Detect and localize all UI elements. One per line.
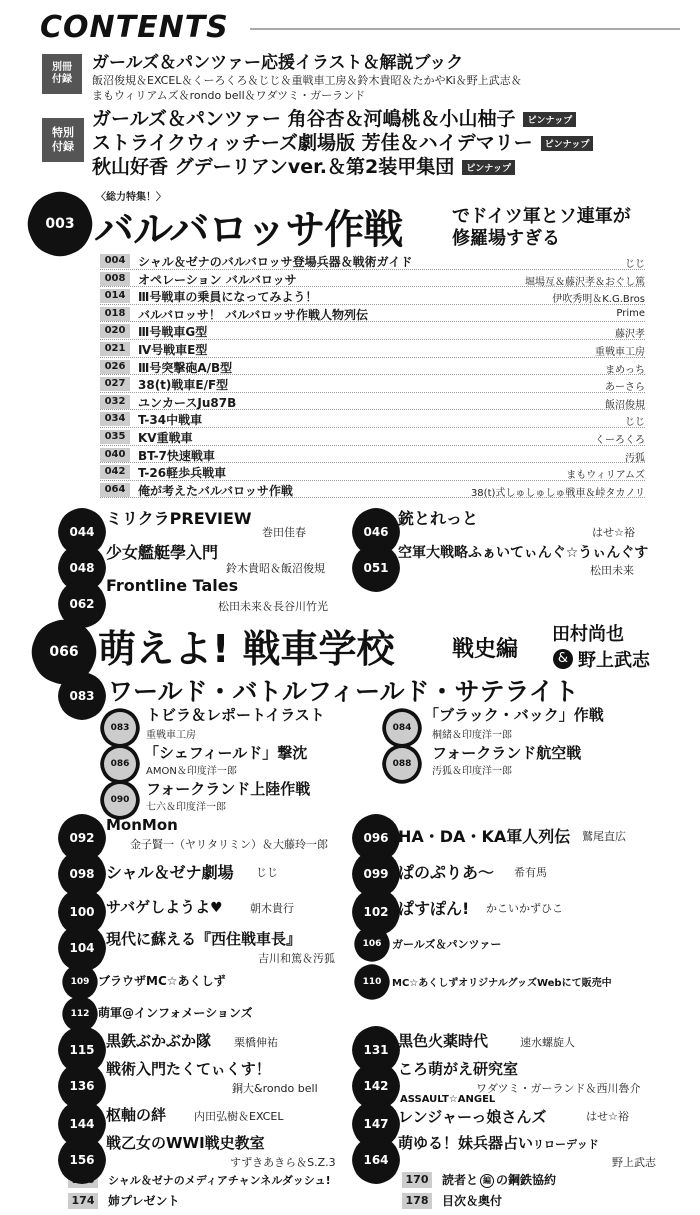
feature-article-title: オペレーション バルバロッサ	[138, 272, 297, 287]
section-051-title[interactable]: 空軍大戦略ふぁいてぃんぐ☆うぃんぐす	[398, 545, 649, 561]
section-066-number: 066	[36, 624, 92, 680]
feature-article-page: 020	[100, 324, 130, 338]
section-051-author: 松田未来	[590, 564, 634, 577]
section-096-number: 096	[356, 818, 396, 858]
sub-088-author: 汚狐＆印度洋一郎	[432, 766, 512, 777]
feature-article-title: Ⅲ号戦車の乗員になってみよう！	[138, 290, 318, 305]
feature-article-row[interactable]	[100, 428, 645, 446]
feature-article-row[interactable]	[100, 322, 645, 340]
section-046-title[interactable]: 銃とれっと	[398, 509, 479, 528]
section-044-author: 巻田佳春	[262, 526, 306, 539]
feature-article-page: 034	[100, 412, 130, 426]
section-110-number: 110	[358, 968, 386, 996]
feature-article-row[interactable]	[100, 393, 645, 411]
section-136-author: 銅大&rondo bell	[232, 1082, 318, 1095]
feature-title[interactable]: バルバロッサ作戦	[94, 207, 403, 253]
section-164-number: 164	[356, 1140, 396, 1180]
feature-article-title: T-34中戦車	[138, 413, 203, 428]
section-109-number: 109	[66, 968, 94, 996]
feature-article-page: 018	[100, 307, 130, 321]
sub-086-author: AMON＆印度洋一郎	[146, 766, 237, 777]
feature-article-page: 040	[100, 448, 130, 462]
contents-header	[40, 8, 680, 48]
section-044-title[interactable]: ミリクラPREVIEW	[106, 509, 252, 528]
section-136-number: 136	[62, 1066, 102, 1106]
sub-086-title[interactable]: 「シェフィールド」撃沈	[144, 744, 308, 762]
section-136-title[interactable]: 戦術入門たくてぃくす！	[106, 1060, 271, 1078]
section-164-author: 野上武志	[612, 1156, 656, 1169]
feature-number: 003	[32, 196, 88, 252]
section-083-title[interactable]: ワールド・バトルフィールド・サテライト	[108, 677, 579, 706]
section-106-number: 106	[358, 930, 386, 958]
section-147-number: 147	[356, 1104, 396, 1144]
feature-article-row[interactable]	[100, 358, 645, 376]
section-142-number: 142	[356, 1066, 396, 1106]
feature-article-row[interactable]	[100, 287, 645, 305]
section-092-title[interactable]: MonMon	[106, 816, 178, 834]
section-156-author: すずきあきら＆S.Z.3	[230, 1156, 336, 1169]
feature-article-page: 014	[100, 289, 130, 303]
section-048-title[interactable]: 少女艦艇學入門	[106, 543, 219, 562]
section-066-author1: 田村尚也	[552, 624, 624, 645]
section-100-title[interactable]	[106, 896, 223, 917]
section-100-author: 朝木貴行	[250, 902, 294, 915]
feature-article-page: 027	[100, 377, 130, 391]
feature-article-title: シャル＆ゼナのバルバロッサ登場兵器＆戦術ガイド	[138, 255, 413, 269]
feature-kicker: 〈総力特集！〉	[96, 192, 166, 203]
section-170-number: 170	[402, 1172, 432, 1188]
sub-083-author: 重戦車工房	[146, 730, 196, 741]
section-166-title[interactable]: シャル＆ゼナのメディアチャンネルダッシュ!	[108, 1174, 331, 1187]
bessatsu-title[interactable]: ガールズ＆パンツァー応援イラスト＆解説ブック	[92, 53, 464, 73]
feature-article-author: くーろくろ	[595, 434, 645, 446]
sub-088-title[interactable]: フォークランド航空戦	[432, 744, 582, 762]
section-098-author: じじ	[256, 866, 278, 879]
ampersand-circle: &	[553, 649, 573, 669]
section-147-author: はせ☆裕	[586, 1110, 629, 1123]
tokubetsu-line3-text: 秋山好香 グデーリアンver.＆第2装甲集団	[92, 156, 455, 178]
section-066-title[interactable]: 萌えよ! 戦車学校	[98, 627, 395, 671]
tokubetsu-line2[interactable]	[92, 128, 593, 155]
heart-icon: ♥	[210, 900, 223, 916]
feature-article-row[interactable]	[100, 463, 645, 481]
section-092-number: 092	[62, 818, 102, 858]
feature-article-row[interactable]	[100, 270, 645, 288]
feature-article-title: Ⅲ号戦車G型	[138, 325, 208, 340]
section-109-title[interactable]: ブラウザMC☆あくしず	[98, 974, 226, 988]
sub-084-title[interactable]: 「ブラック・バック」作戦	[424, 706, 604, 724]
section-170-title[interactable]	[442, 1171, 556, 1188]
section-131-author: 速水螺旋人	[520, 1036, 575, 1049]
tokubetsu-line2-text: ストライクウィッチーズ劇場版 芳佳＆ハイデマリー	[92, 132, 533, 154]
tokubetsu-line1-text: ガールズ＆パンツァー 角谷杏＆河嶋桃＆小山柚子	[92, 108, 516, 130]
pinup-badge: ピンナップ	[523, 112, 576, 127]
section-178-number: 178	[402, 1193, 432, 1209]
section-099-author: 希有馬	[514, 866, 547, 879]
section-147-title[interactable]: レンジャーっ娘さんズ	[398, 1108, 547, 1126]
section-115-title[interactable]: 黒鉄ぶかぶか隊	[106, 1032, 212, 1050]
feature-article-page: 004	[100, 254, 130, 268]
section-156-title[interactable]: 戦乙女のWWⅠ戦史教室	[106, 1134, 265, 1152]
feature-article-author: じじ	[625, 259, 645, 270]
feature-article-author: 伊吹秀明＆K.G.Bros	[552, 294, 645, 306]
section-115-number: 115	[62, 1030, 102, 1070]
feature-article-title: BT-7快速戦車	[138, 448, 215, 463]
section-096-title[interactable]: HA・DA・KA軍人列伝	[398, 827, 571, 846]
feature-article-author: 藤沢孝	[615, 329, 645, 341]
section-102-title[interactable]: ぱすぽん!	[398, 899, 470, 918]
section-174-number: 174	[68, 1193, 98, 1209]
feature-article-title: T-26軽歩兵戦車	[138, 466, 227, 481]
section-102-author: かこいかずひこ	[486, 902, 563, 915]
section-164-title-suffix: リローデッド	[533, 1138, 599, 1151]
feature-article-row[interactable]	[100, 410, 645, 428]
feature-article-page: 042	[100, 465, 130, 479]
section-100-number: 100	[62, 892, 102, 932]
feature-article-author: まめっち	[605, 364, 645, 376]
sub-083-number: 083	[104, 712, 136, 744]
section-092-author: 金子賢一（ヤリタリミン）＆大藤玲一郎	[130, 838, 328, 851]
section-106-title[interactable]: ガールズ＆パンツァー	[392, 938, 502, 951]
feature-article-author: 汚狐	[625, 452, 645, 464]
section-131-title[interactable]: 黒色火薬時代	[398, 1032, 489, 1050]
section-112-number: 112	[66, 1000, 94, 1028]
feature-article-page: 064	[100, 483, 130, 497]
feature-article-author: 堀場亙＆藤沢孝＆おぐし篤	[525, 276, 645, 288]
section-104-author: 吉川和篤＆汚狐	[258, 952, 335, 965]
sub-090-title[interactable]: フォークランド上陸作戦	[146, 780, 311, 798]
feature-article-author: あーさら	[605, 382, 645, 394]
section-142-title[interactable]: ころ萌がえ研究室	[398, 1060, 519, 1078]
bessatsu-badge: 別冊 付録	[42, 54, 82, 94]
feature-article-author: 38(t)式しゅしゅしゅ戦車＆峠タカノリ	[470, 487, 645, 499]
page-title: CONTENTS	[40, 10, 229, 45]
section-147-kicker: ASSAULT☆ANGEL	[400, 1094, 496, 1105]
section-051-number: 051	[356, 548, 396, 588]
sub-088-number: 088	[386, 748, 418, 780]
section-046-author: はせ☆裕	[592, 526, 635, 539]
bessatsu-authors-line1: 飯沼俊規＆EXCEL＆くーろくろ＆じじ＆重戦車工房＆鈴木貴昭＆たかやKi＆野上武志＆	[92, 74, 522, 87]
feature-article-page: 032	[100, 395, 130, 409]
section-142-author: ワダツミ・ガーランド＆西川魯介	[476, 1082, 641, 1095]
feature-article-title: KV重戦車	[138, 430, 193, 445]
section-066-amp	[550, 648, 576, 669]
feature-article-title: Ⅳ号戦車E型	[138, 342, 208, 357]
section-066-subtitle: 戦史編	[452, 637, 519, 662]
feature-article-row[interactable]	[100, 375, 645, 393]
section-098-number: 098	[62, 854, 102, 894]
feature-article-title: Ⅲ号突撃砲A/B型	[138, 360, 233, 375]
sub-086-number: 086	[104, 748, 136, 780]
section-096-author: 鷲尾直広	[582, 830, 626, 843]
feature-article-row[interactable]	[100, 305, 645, 323]
header-rule	[250, 28, 680, 30]
section-110-title[interactable]: MC☆あくしずオリジナルグッズWebにて販売中	[392, 978, 612, 989]
feature-article-author: 重戦車工房	[595, 346, 645, 358]
section-048-number: 048	[62, 548, 102, 588]
section-156-number: 156	[62, 1140, 102, 1180]
section-115-author: 栗橋伸祐	[234, 1036, 278, 1049]
section-170-title-b: の鋼鉄協約	[496, 1173, 557, 1187]
feature-article-row[interactable]	[100, 481, 645, 499]
sub-090-number: 090	[104, 784, 136, 816]
tokubetsu-badge: 特別 付録	[42, 118, 84, 162]
section-066-author2: 野上武志	[578, 650, 650, 671]
feature-article-author: じじ	[625, 417, 645, 429]
section-144-author: 内田弘樹＆EXCEL	[194, 1110, 284, 1123]
section-102-number: 102	[356, 892, 396, 932]
section-104-title[interactable]: 現代に蘇える『西住戦車長』	[106, 930, 302, 948]
feature-article-title: 38(t)戦車E/F型	[138, 378, 229, 393]
section-062-author: 松田未来＆長谷川竹光	[218, 600, 328, 613]
section-099-title[interactable]: ぱのぷりあ～	[398, 863, 495, 882]
sub-084-number: 084	[386, 712, 418, 744]
section-164-title[interactable]	[398, 1132, 599, 1153]
feature-article-author: Prime	[616, 307, 645, 319]
feature-article-list	[100, 252, 645, 498]
section-144-title[interactable]: 枢軸の絆	[106, 1106, 167, 1124]
bessatsu-authors-line2: まもウィリアムズ＆rondo bell＆ワダツミ・ガーランド	[92, 89, 366, 102]
section-131-number: 131	[356, 1030, 396, 1070]
section-044-number: 044	[62, 512, 102, 552]
feature-article-title: 俺が考えたバルバロッサ作戦	[138, 483, 293, 498]
feature-article-row[interactable]	[100, 340, 645, 358]
section-046-number: 046	[356, 512, 396, 552]
section-170-title-a: 読者と	[442, 1173, 479, 1187]
feature-article-author: 飯沼俊規	[605, 399, 645, 411]
section-164-title-text: 萌ゆる！妹兵器占い	[398, 1134, 534, 1152]
section-098-title[interactable]: シャル＆ゼナ劇場	[106, 863, 234, 882]
feature-article-author: まもウィリアムズ	[566, 470, 645, 482]
section-104-number: 104	[62, 928, 102, 968]
section-099-number: 099	[356, 854, 396, 894]
section-062-title[interactable]: Frontline Tales	[106, 576, 239, 595]
section-048-author: 鈴木貴昭＆飯沼俊規	[226, 562, 325, 575]
sub-090-author: 七六＆印度洋一郎	[146, 802, 226, 813]
editor-mark-icon: 編	[480, 1174, 494, 1188]
pinup-badge: ピンナップ	[541, 136, 594, 151]
tokubetsu-line3[interactable]	[92, 152, 515, 179]
sub-083-title[interactable]: トビラ＆レポートイラスト	[146, 706, 325, 724]
section-178-title[interactable]: 目次＆奥付	[442, 1194, 503, 1208]
feature-article-page: 026	[100, 360, 130, 374]
feature-subtitle-line1: でドイツ軍とソ連軍が	[452, 206, 631, 227]
section-100-title-text: サバゲしようよ	[106, 898, 211, 916]
feature-article-row[interactable]	[100, 446, 645, 464]
pinup-badge: ピンナップ	[462, 160, 515, 175]
feature-article-page: 021	[100, 342, 130, 356]
section-174-title[interactable]: 姉プレゼント	[108, 1194, 180, 1208]
section-112-title[interactable]: 萌軍@インフォメーションズ	[98, 1006, 253, 1020]
section-144-number: 144	[62, 1104, 102, 1144]
feature-article-title: ユンカースJu87B	[138, 395, 237, 410]
feature-article-title: バルバロッサ！ バルバロッサ作戦人物列伝	[138, 307, 369, 322]
section-062-number: 062	[62, 584, 102, 624]
tokubetsu-line1[interactable]	[92, 104, 576, 131]
feature-article-row[interactable]	[100, 252, 645, 270]
sub-084-author: 桐緒＆印度洋一郎	[432, 730, 512, 741]
section-083-number: 083	[62, 676, 102, 716]
feature-subtitle-line2: 修羅場すぎる	[452, 228, 560, 249]
feature-article-page: 008	[100, 272, 130, 286]
feature-article-page: 035	[100, 430, 130, 444]
